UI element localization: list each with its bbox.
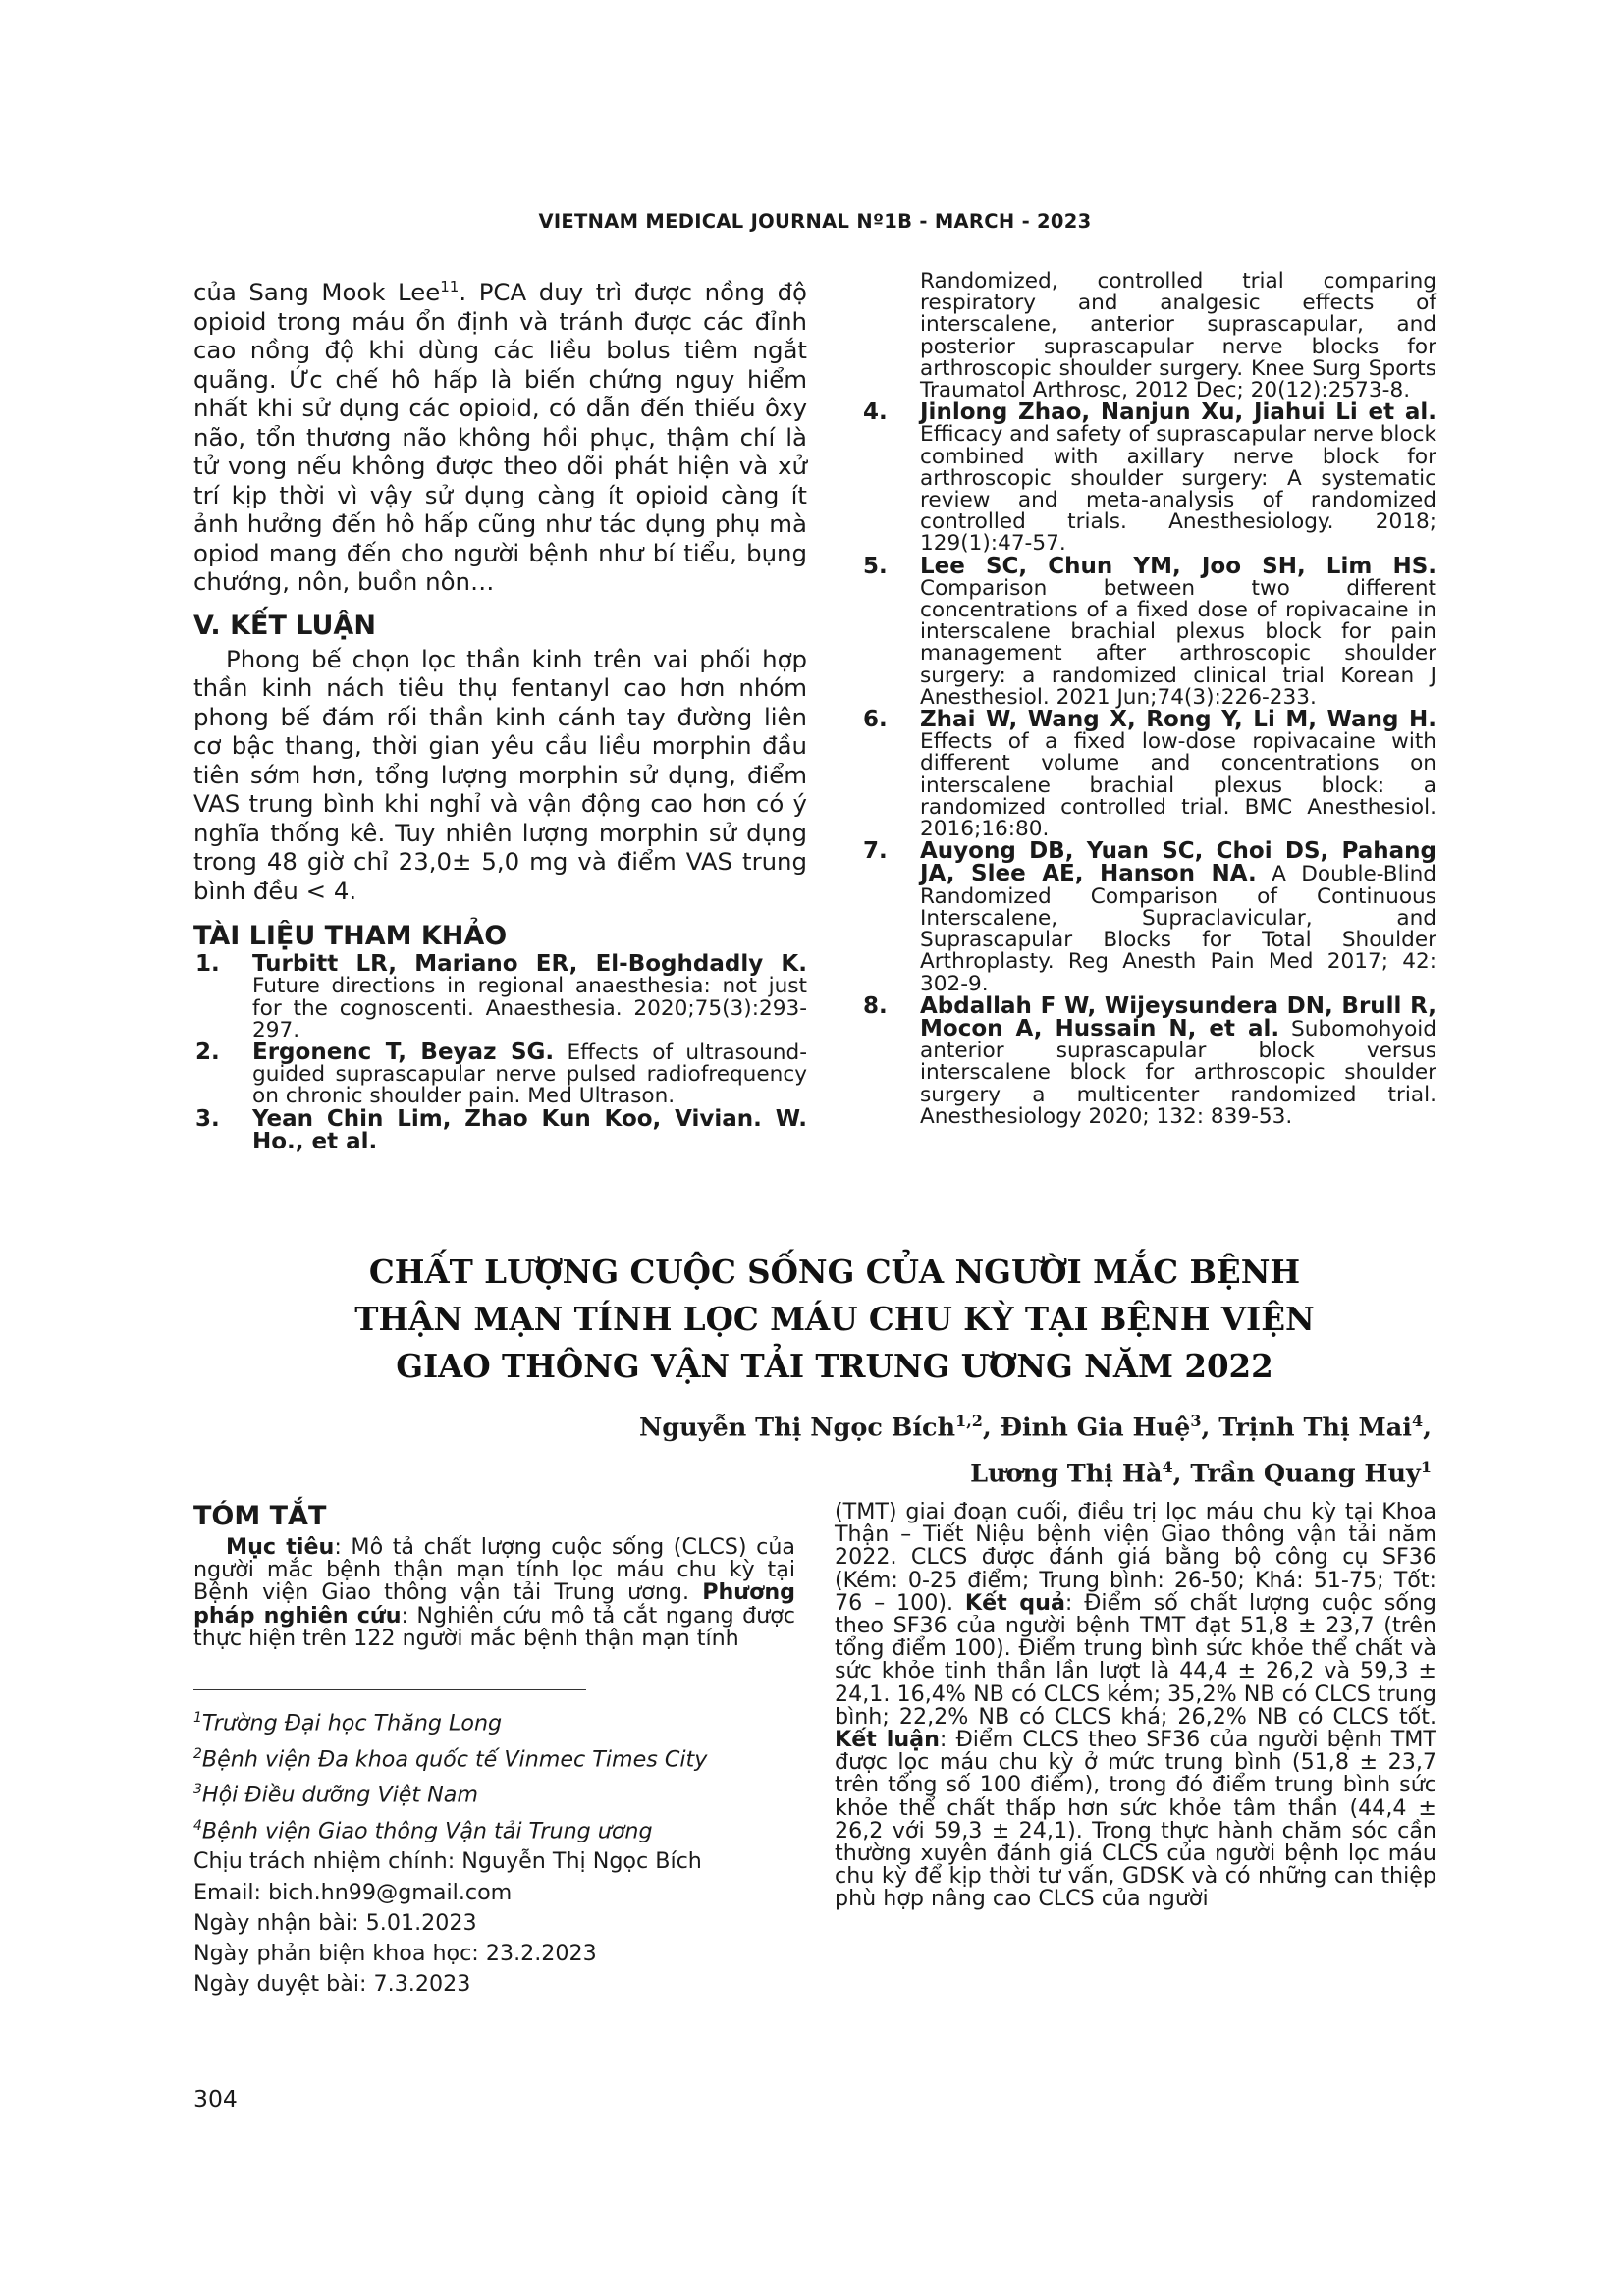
author-separator: , bbox=[982, 1413, 1001, 1443]
reference-number: 3. bbox=[195, 1105, 220, 1132]
abstract-text: : Nghiên cứu mô tả cắt ngang được thực hiện trên 122 người mắc bệnh thận mạn tính bbox=[193, 1602, 795, 1651]
abstract-label-methods: Phương pháp nghiên cứu bbox=[193, 1579, 795, 1629]
abstract-text: : Mô tả chất lượng cuộc sống (CLCS) của người mắc bệnh thận mạn tính lọc máu chu kỳ tại Bệnh viện Giao thông vận tải Trung ương. bbox=[193, 1534, 795, 1606]
abstract-label-conclusion: Kết luận bbox=[835, 1727, 940, 1753]
author-affiliation-sup: 4 bbox=[1162, 1457, 1173, 1476]
citation-sup: 11 bbox=[440, 278, 460, 295]
reference-item bbox=[861, 401, 1436, 555]
reference-text: A Double-Blind Randomized Comparison of Continuous Interscalene, Supraclavicular, and Suprascapular Blocks for Total Shoulder Arthroplasty. Reg Anesth Pain Med 2017; 42: 302-9. bbox=[920, 862, 1437, 996]
reference-number: 7. bbox=[863, 838, 888, 865]
article-authors bbox=[353, 1402, 1432, 1493]
reference-authors: Yean Chin Lim, Zhao Kun Koo, Vivian. W. Ho., et al. bbox=[252, 1105, 807, 1154]
reference-item bbox=[861, 840, 1436, 994]
abstract-label-results: Kết quả bbox=[964, 1589, 1065, 1616]
abstract-right-column bbox=[835, 1501, 1436, 1911]
reference-text: Randomized, controlled trial comparing respiratory and analgesic effects of interscalene, anterior suprascapular, and posterior suprascapular nerve blocks for arthroscopic shoulder surgery. Knee Surg Sports Traumatol Arthrosc, 2012 Dec; 20(12):2573-8. bbox=[920, 269, 1436, 403]
reference-authors: Zhai W, Wang X, Rong Y, Li M, Wang H. bbox=[920, 707, 1436, 733]
reference-text: Effects of ultrasound-guided suprascapular nerve pulsed radiofrequency on chronic shoulder pain. Med Ultrason. bbox=[252, 1040, 807, 1109]
received-date: Ngày nhận bài: 5.01.2023 bbox=[193, 1909, 477, 1936]
reference-number: 8. bbox=[863, 992, 888, 1019]
author-name: Trần Quang Huy bbox=[1190, 1459, 1421, 1488]
reference-number: 4. bbox=[863, 400, 888, 426]
affiliation-item bbox=[193, 1739, 802, 1776]
reference-text: Efficacy and safety of suprascapular nerve block combined with axillary nerve block for arthroscopic shoulder surgery: A systematic review and meta-analysis of randomized controlled trials. Anesthesiology. 2018; 129(1):47-57. bbox=[920, 422, 1436, 557]
affiliation-sup: 1 bbox=[193, 1710, 202, 1726]
reference-item bbox=[861, 271, 1436, 401]
reference-text: Comparison between two different concentrations of a fixed dose of ropivacaine in interscalene brachial plexus block for pain management after arthroscopic shoulder surgery: a randomized clinical trial Korean J Anesthesiol. 2021 Jun;74(3):226-233. bbox=[920, 575, 1436, 710]
authors-line-1 bbox=[353, 1402, 1432, 1448]
references-heading: TÀI LIỆU THAM KHẢO bbox=[193, 921, 508, 952]
affiliation-item bbox=[193, 1775, 802, 1811]
reference-item bbox=[193, 953, 807, 1041]
corresponding-email: Email: bich.hn99@gmail.com bbox=[193, 1879, 513, 1905]
author-name: Trịnh Thị Mai bbox=[1218, 1413, 1412, 1443]
title-line-3: GIAO THÔNG VẬN TẢI TRUNG ƯƠNG NĂM 2022 bbox=[396, 1347, 1273, 1385]
reference-authors: Lee SC, Chun YM, Joo SH, Lim HS. bbox=[920, 553, 1436, 579]
reference-item bbox=[861, 709, 1436, 840]
reference-authors: Turbitt LR, Mariano ER, El-Boghdadly K. bbox=[252, 951, 807, 978]
affiliation-sup: 4 bbox=[193, 1817, 202, 1834]
affiliation-text: Hội Điều dưỡng Việt Nam bbox=[201, 1782, 478, 1808]
affiliation-text: Trường Đại học Thăng Long bbox=[201, 1710, 503, 1736]
abstract-label-objective: Mục tiêu bbox=[226, 1534, 335, 1560]
affiliation-item bbox=[193, 1703, 802, 1739]
page-number: 304 bbox=[193, 2085, 238, 2112]
abstract-text: : Điểm CLCS theo SF36 của người bệnh TMT được lọc máu chu kỳ ở mức trung bình (51,8 ± 23,7 trên tổng số 100 điểm), trong đó điểm trung bình sức khỏe thể chất thấp hơn sức khỏe tâm thần (44,4 ± 26,2 với 59,3 ± 24,1). Trong thực hành chăm sóc cần thường xuyên đánh giá CLCS của người bệnh lọc máu chu kỳ để kịp thời tư vấn, GDSK và có những can thiệp phù hợp nâng cao CLCS của người bbox=[835, 1727, 1436, 1912]
left-column bbox=[193, 273, 807, 1153]
reference-authors: Auyong DB, Yuan SC, Choi DS, Pahang JA, Slee AE, Hanson NA. bbox=[920, 838, 1436, 887]
right-column bbox=[861, 271, 1436, 1128]
abstract-text: : Điểm số chất lượng cuộc sống theo SF36 của người bệnh TMT đạt 51,8 ± 23,7 (trên tổng điểm 100). Điểm trung bình sức khỏe thể chất và sức khỏe tinh thần lần lượt là 44,4 ± 26,2 và 59,3 ± 24,1. 16,4% NB có CLCS kém; 35,2% NB có CLCS trung bình; 22,2% NB có CLCS khá; 26,2% NB có CLCS tốt. bbox=[835, 1589, 1436, 1730]
footnotes bbox=[193, 1703, 802, 2000]
author-separator: , bbox=[1423, 1413, 1432, 1443]
footnote-rule bbox=[193, 1689, 586, 1690]
affiliation-item bbox=[193, 1811, 802, 1847]
discussion-text-start: của Sang Mook Lee bbox=[193, 278, 441, 307]
corresponding-author: Chịu trách nhiệm chính: Nguyễn Thị Ngọc Bích bbox=[193, 1848, 702, 1875]
reference-number: 6. bbox=[863, 707, 888, 733]
title-line-2: THẬN MẠN TÍNH LỌC MÁU CHU KỲ TẠI BỆNH VIỆN bbox=[354, 1300, 1315, 1338]
conclusion-heading: V. KẾT LUẬN bbox=[193, 610, 376, 641]
author-affiliation-sup: 4 bbox=[1411, 1412, 1424, 1430]
author-name: Lương Thị Hà bbox=[970, 1459, 1163, 1488]
discussion-paragraph bbox=[193, 273, 807, 597]
article-title bbox=[255, 1249, 1414, 1390]
title-line-1: CHẤT LƯỢNG CUỘC SỐNG CỦA NGƯỜI MẮC BỆNH bbox=[368, 1253, 1301, 1291]
references-list-left bbox=[193, 953, 807, 1153]
reference-text: Effects of a fixed low-dose ropivacaine with different volume and concentrations on interscalene brachial plexus block: a randomized controlled trial. BMC Anesthesiol. 2016;16:80. bbox=[920, 729, 1436, 842]
authors-line-2 bbox=[353, 1448, 1432, 1494]
reference-number: 2. bbox=[195, 1039, 220, 1065]
affiliation-text: Bệnh viện Giao thông Vận tải Trung ương bbox=[201, 1818, 653, 1844]
reference-authors: Abdallah F W, Wijeysundera DN, Brull R, Mocon A, Hussain N, et al. bbox=[920, 992, 1436, 1041]
reference-item bbox=[193, 1041, 807, 1108]
author-separator: , bbox=[1201, 1413, 1219, 1443]
abstract-paragraph-right bbox=[835, 1501, 1436, 1911]
reference-item bbox=[193, 1105, 807, 1154]
affiliation-sup: 3 bbox=[193, 1782, 202, 1798]
abstract-heading: TÓM TẮT bbox=[193, 1501, 327, 1531]
reference-item bbox=[861, 992, 1436, 1129]
abstract-paragraph-left bbox=[193, 1536, 795, 1650]
author-name: Đinh Gia Huệ bbox=[1000, 1413, 1191, 1443]
reference-item bbox=[861, 553, 1436, 710]
accepted-date: Ngày duyệt bài: 7.3.2023 bbox=[193, 1971, 471, 1998]
affiliation-text: Bệnh viện Đa khoa quốc tế Vinmec Times City bbox=[201, 1745, 708, 1772]
discussion-text-rest: . PCA duy trì được nồng độ opioid trong máu ổn định và tránh được các đỉnh cao nồng độ khi dùng các liều bolus tiêm ngắt quãng. Ức chế hô hấp là biến chứng nguy hiểm nhất khi sử dụng các opioid, có dẫn đến thiếu ôxy não, tổn thương não không hồi phục, thậm chí là tử vong nếu không được theo dõi phát hiện và xử trí kịp thời vì vậy sử dụng càng ít opioid càng ít ảnh hưởng đến hô hấp cũng như tác dụng phụ mà opiod mang đến cho người bệnh như bí tiểu, bụng chướng, nôn, buồn nôn… bbox=[193, 278, 807, 597]
conclusion-paragraph: Phong bế chọn lọc thần kinh trên vai phối hợp thần kinh nách tiêu thụ fentanyl cao hơn nhóm phong bế đám rối thần kinh cánh tay đường liên cơ bậc thang, thời gian yêu cầu liều morphin đầu tiên sớm hơn, tổng lượng morphin sử dụng, điểm VAS trung bình khi nghỉ và vận động cao hơn có ý nghĩa thống kê. Tuy nhiên lượng morphin sử dụng trong 48 giờ chỉ 23,0± 5,0 mg và điểm VAS trung bình đều < 4. bbox=[193, 644, 807, 905]
references-list-right bbox=[861, 271, 1436, 1128]
author-affiliation-sup: 1,2 bbox=[955, 1412, 983, 1430]
reference-text: Future directions in regional anaesthesia: not just for the cognoscenti. Anaesthesia. 2020;75(3):293-297. bbox=[252, 974, 807, 1042]
reference-text: Subomohyoid anterior suprascapular block versus interscalene block for arthroscopic shoulder surgery a multicenter randomized trial. Anesthesiology 2020; 132: 839-53. bbox=[920, 1016, 1436, 1129]
affiliation-sup: 2 bbox=[193, 1745, 202, 1762]
review-date: Ngày phản biện khoa học: 23.2.2023 bbox=[193, 1940, 597, 1966]
journal-header: VIETNAM MEDICAL JOURNAL Nº1B - MARCH - 2023 bbox=[538, 210, 1092, 233]
author-separator: , bbox=[1172, 1459, 1191, 1488]
author-affiliation-sup: 1 bbox=[1420, 1457, 1432, 1476]
reference-authors: Ergonenc T, Beyaz SG. bbox=[252, 1039, 555, 1065]
reference-number: 1. bbox=[195, 951, 220, 978]
abstract-text: (TMT) giai đoạn cuối, điều trị lọc máu chu kỳ tại Khoa Thận – Tiết Niệu bệnh viện Giao thông vận tải năm 2022. CLCS được đánh giá bằng bộ công cụ SF36 (Kém: 0-25 điểm; Trung bình: 26-50; Khá: 51-75; Tốt: 76 – 100). bbox=[835, 1499, 1436, 1616]
author-name: Nguyễn Thị Ngọc Bích bbox=[639, 1413, 956, 1443]
author-affiliation-sup: 3 bbox=[1190, 1412, 1202, 1430]
reference-number: 5. bbox=[863, 553, 888, 579]
reference-authors: Jinlong Zhao, Nanjun Xu, Jiahui Li et al. bbox=[920, 400, 1436, 426]
abstract-left-column bbox=[193, 1536, 795, 1650]
